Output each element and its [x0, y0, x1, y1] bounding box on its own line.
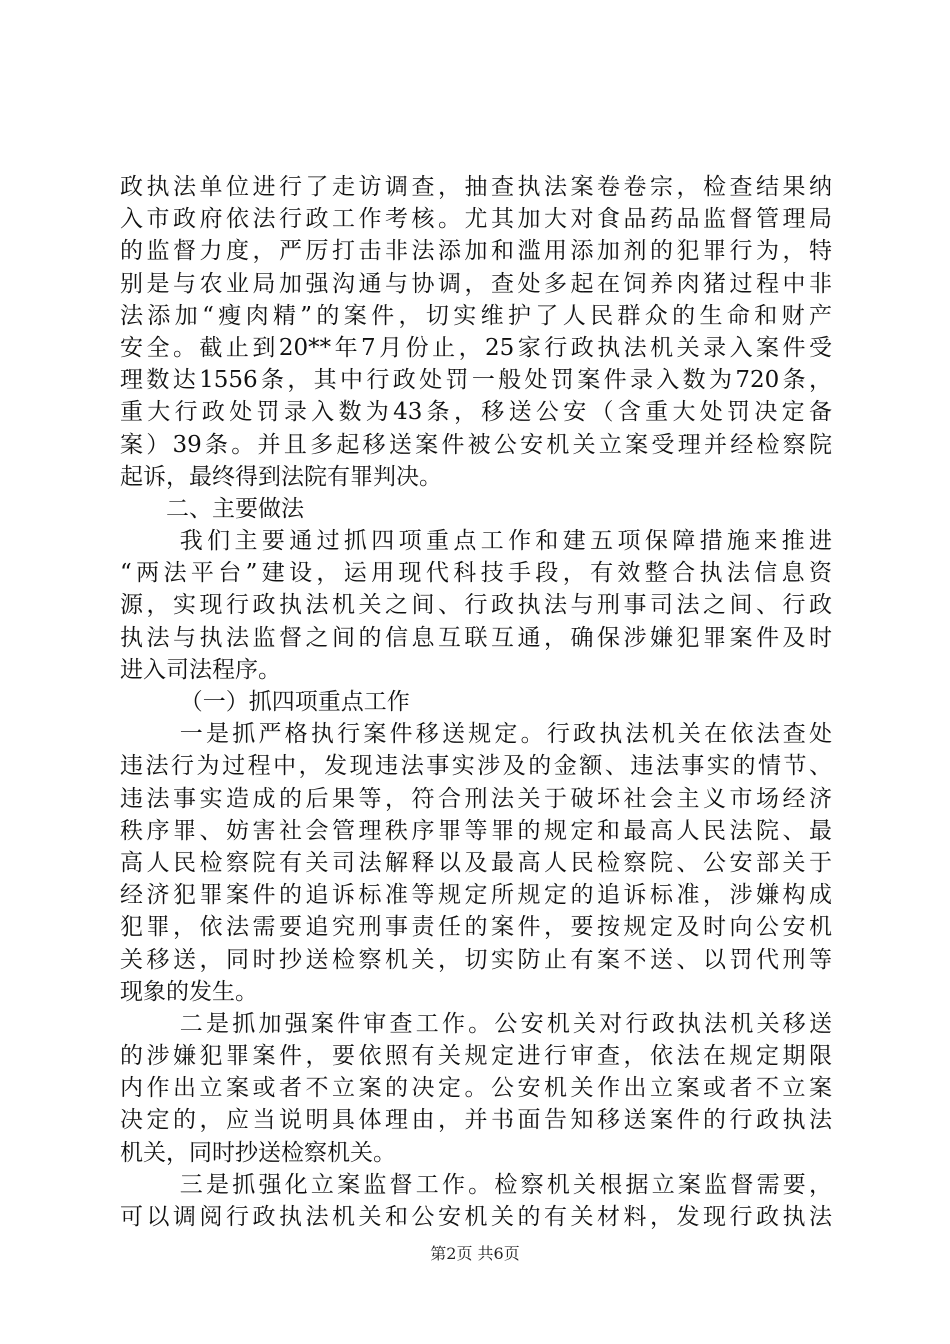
text-line: 的涉嫌犯罪案件，要依照有关规定进行审查，依法在规定期限 — [120, 1043, 832, 1070]
text-line: 重大行政处罚录入数为43条，移送公安（含重大处罚决定备 — [120, 399, 832, 426]
text-line: 犯罪，依法需要追究刑事责任的案件，要按规定及时向公安机 — [120, 914, 832, 941]
text-line: 我们主要通过抓四项重点工作和建五项保障措施来推进 — [179, 528, 832, 555]
text-line: 违法事实造成的后果等，符合刑法关于破坏社会主义市场经济 — [120, 785, 832, 812]
text-line: 可以调阅行政执法机关和公安机关的有关材料，发现行政执法 — [120, 1204, 832, 1230]
text-line: 现象的发生。 — [120, 978, 258, 1005]
text-line: 关移送，同时抄送检察机关，切实防止有案不送、以罚代刑等 — [120, 946, 832, 973]
text-line: 源，实现行政执法机关之间、行政执法与刑事司法之间、行政 — [120, 592, 832, 619]
document-body — [120, 171, 832, 1233]
text-line: 高人民检察院有关司法解释以及最高人民检察院、公安部关于 — [120, 849, 832, 876]
text-line: “两法平台”建设，运用现代科技手段，有效整合执法信息资 — [120, 560, 832, 587]
text-line: 违法行为过程中，发现违法事实涉及的金额、违法事实的情节、 — [120, 753, 832, 780]
text-line: 决定的，应当说明具体理由，并书面告知移送案件的行政执法 — [120, 1107, 832, 1134]
text-line: 一是抓严格执行案件移送规定。行政执法机关在依法查处 — [179, 721, 832, 748]
text-line: 安全。截止到20**年7月份止，25家行政执法机关录入案件受 — [120, 334, 832, 361]
page-footer: 第2页 共6页 — [430, 1244, 520, 1263]
text-line: 理数达1556条，其中行政处罚一般处罚案件录入数为720条， — [120, 367, 832, 394]
text-line: （一）抓四项重点工作 — [179, 689, 410, 715]
text-line: 内作出立案或者不立案的决定。公安机关作出立案或者不立案 — [120, 1075, 832, 1102]
text-line: 案）39条。并且多起移送案件被公安机关立案受理并经检察院 — [120, 431, 832, 458]
text-line: 法添加“瘦肉精”的案件，切实维护了人民群众的生命和财产 — [120, 302, 832, 329]
text-line: 二、主要做法 — [166, 495, 304, 522]
text-line: 秩序罪、妨害社会管理秩序罪等罪的规定和最高人民法院、最 — [120, 817, 832, 844]
text-line: 经济犯罪案件的追诉标准等规定所规定的追诉标准，涉嫌构成 — [120, 882, 832, 909]
text-line: 二是抓加强案件审查工作。公安机关对行政执法机关移送 — [179, 1010, 832, 1037]
text-line: 政执法单位进行了走访调查，抽查执法案卷卷宗，检查结果纳 — [120, 174, 832, 200]
text-line: 机关，同时抄送检察机关。 — [120, 1139, 396, 1166]
text-line: 三是抓强化立案监督工作。检察机关根据立案监督需要， — [179, 1171, 832, 1198]
text-line: 起诉，最终得到法院有罪判决。 — [120, 463, 442, 490]
text-line: 进入司法程序。 — [120, 656, 281, 683]
text-line: 执法与执法监督之间的信息互联互通，确保涉嫌犯罪案件及时 — [120, 624, 832, 651]
text-line: 入市政府依法行政工作考核。尤其加大对食品药品监督管理局 — [120, 206, 832, 233]
text-line: 的监督力度，严厉打击非法添加和滥用添加剂的犯罪行为，特 — [120, 238, 832, 265]
text-line: 别是与农业局加强沟通与协调，查处多起在饲养肉猪过程中非 — [120, 270, 832, 297]
